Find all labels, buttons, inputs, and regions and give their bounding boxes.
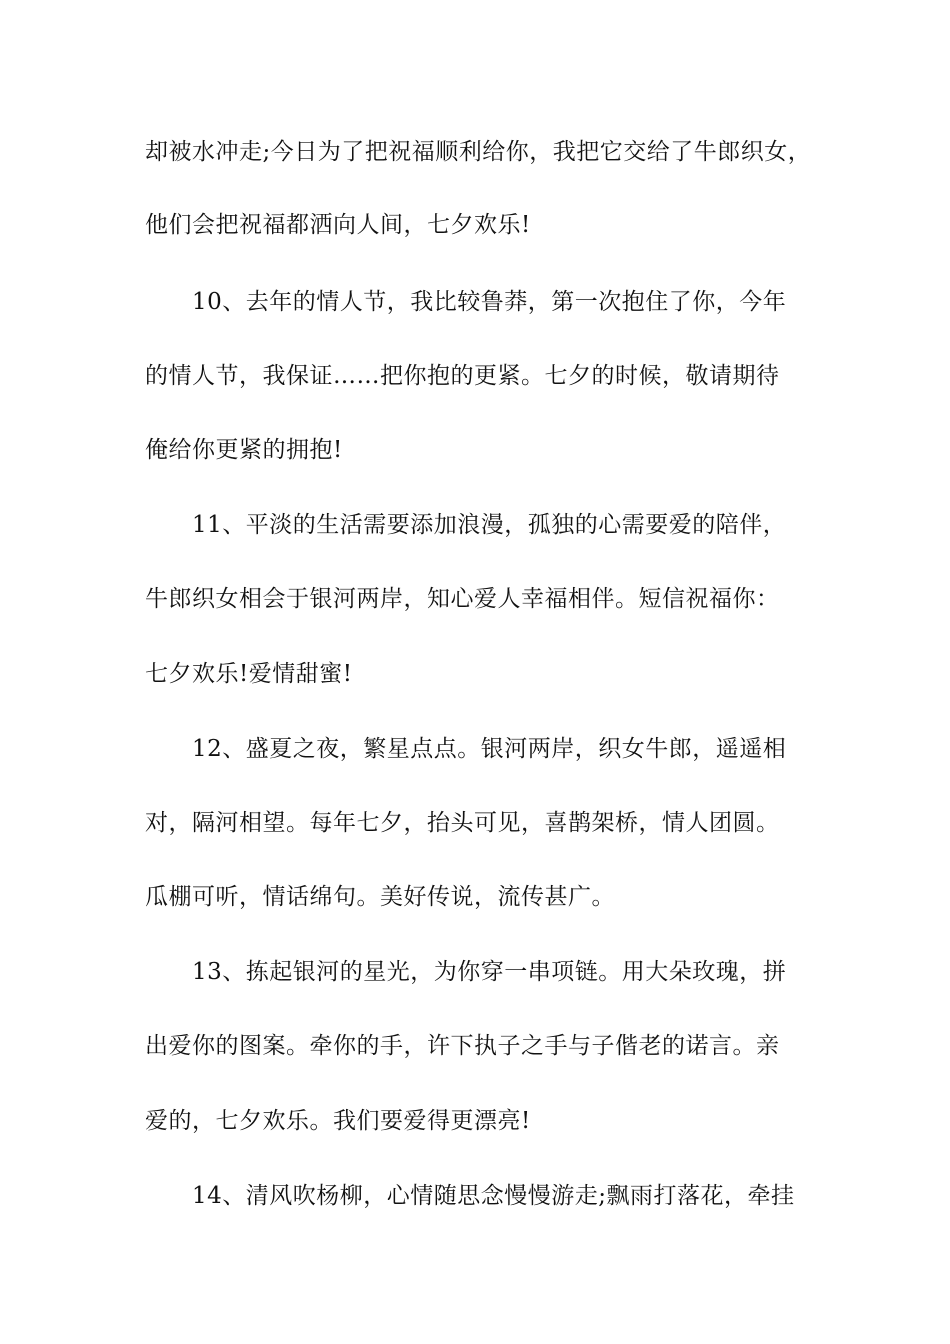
text-line: 出爱你的图案。牵你的手，许下执子之手与子偕老的诺言。亲 xyxy=(145,1033,780,1059)
text-line: 13、拣起银河的星光，为你穿一串项链。用大朵玫瑰，拼 xyxy=(192,959,787,985)
text-line: 的情人节，我保证……把你抱的更紧。七夕的时候，敬请期待 xyxy=(145,363,780,389)
text-line: 11、平淡的生活需要添加浪漫，孤独的心需要爱的陪伴， xyxy=(192,512,787,538)
text-line: 瓜棚可听，情话绵句。美好传说，流传甚广。 xyxy=(145,884,615,910)
text-line: 10、去年的情人节，我比较鲁莽，第一次抱住了你，今年 xyxy=(192,289,787,315)
text-line: 七夕欢乐!爱情甜蜜! xyxy=(145,661,353,687)
text-line: 对，隔河相望。每年七夕，抬头可见，喜鹊架桥，情人团圆。 xyxy=(145,810,780,836)
text-line: 牛郎织女相会于银河两岸，知心爱人幸福相伴。短信祝福你： xyxy=(145,586,780,612)
text-line: 却被水冲走;今日为了把祝福顺利给你，我把它交给了牛郎织女， xyxy=(145,139,812,165)
text-line: 14、清风吹杨柳，心情随思念慢慢游走;飘雨打落花，牵挂 xyxy=(192,1183,795,1209)
text-line: 他们会把祝福都洒向人间，七夕欢乐! xyxy=(145,212,531,238)
text-line: 俺给你更紧的拥抱! xyxy=(145,437,343,463)
text-line: 爱的，七夕欢乐。我们要爱得更漂亮! xyxy=(145,1108,531,1134)
text-line: 12、盛夏之夜，繁星点点。银河两岸，织女牛郎，遥遥相 xyxy=(192,736,787,762)
